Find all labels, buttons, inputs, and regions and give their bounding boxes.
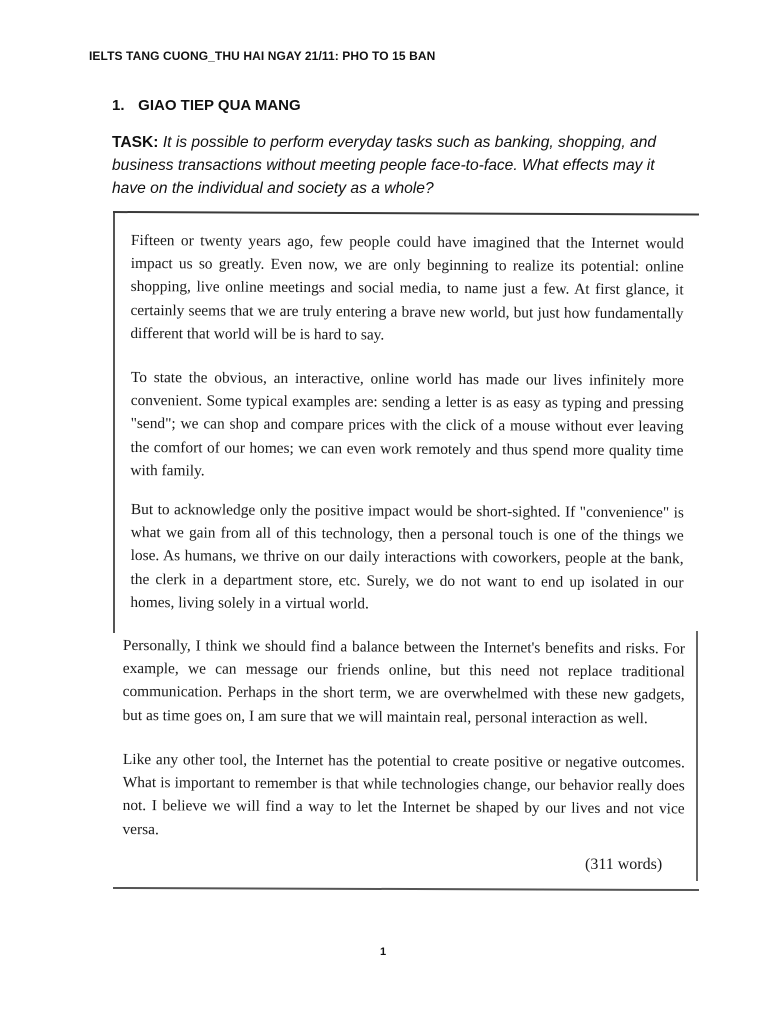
essay-paragraph-4: Personally, I think we should find a balance between the Internet's benefits and risks. For example, we can message our friends online, but this need not replace traditional communication. Perhaps in the short term, we are overwhelmed with these new gadgets, but as time goes on, I am sure that we will maintain real, personal interaction as well. bbox=[122, 636, 685, 727]
document-header: IELTS TANG CUONG_THU HAI NGAY 21/11: PHO TO 15 BAN bbox=[89, 49, 436, 63]
task-label: TASK: bbox=[112, 134, 159, 151]
section-number: 1. bbox=[112, 97, 125, 114]
essay-paragraph-3: But to acknowledge only the positive impact would be short-sighted. If "convenience" is what we gain from all of this technology, then a personal touch is one of the things we lose. As humans, we thrive on our daily interactions with coworkers, people at the bank, the clerk in a department store, etc. Surely, we do not want to end up isolated in our homes, living solely in a virtual world. bbox=[130, 500, 684, 613]
essay-paragraph-5: Like any other tool, the Internet has the potential to create positive or negative outcomes. What is important to remember is that while technologies change, our behavior really does not. I believe we will find a way to let the Internet be shaped by our lives and not vice versa. bbox=[122, 750, 685, 838]
scan-left-rule bbox=[113, 213, 115, 633]
scanned-essay bbox=[113, 211, 698, 891]
essay-paragraph-2: To state the obvious, an interactive, online world has made our lives infinitely more convenient. Some typical examples are: sending a letter is as easy as typing and pressing "send"; we can shop and compare prices with the click of a mouse without ever leaving the comfort of our homes; we can even work remotely and thus spend more quality time with family. bbox=[130, 368, 684, 480]
scan-top-rule bbox=[113, 211, 699, 216]
page-number: 1 bbox=[380, 946, 387, 958]
section-title-text: GIAO TIEP QUA MANG bbox=[138, 97, 301, 114]
scan-right-rule bbox=[696, 631, 698, 881]
section-title bbox=[112, 97, 301, 114]
essay-paragraph-1: Fifteen or twenty years ago, few people could have imagined that the Internet would impact us so greatly. Even now, we are only beginning to realize its potential: online shopping, live online meetings and social media, to name just a few. At first glance, it certainly seems that we are truly entering a brave new world, but just how fundamentally different that world will be is hard to say. bbox=[130, 231, 684, 344]
scan-bottom-rule bbox=[113, 887, 699, 891]
task-question: It is possible to perform everyday tasks such as banking, shopping, and business transactions without meeting people face-to-face. What effects may it have on the individual and society as a whole? bbox=[112, 134, 657, 197]
task-prompt bbox=[112, 131, 672, 200]
word-count: (311 words) bbox=[585, 856, 663, 873]
